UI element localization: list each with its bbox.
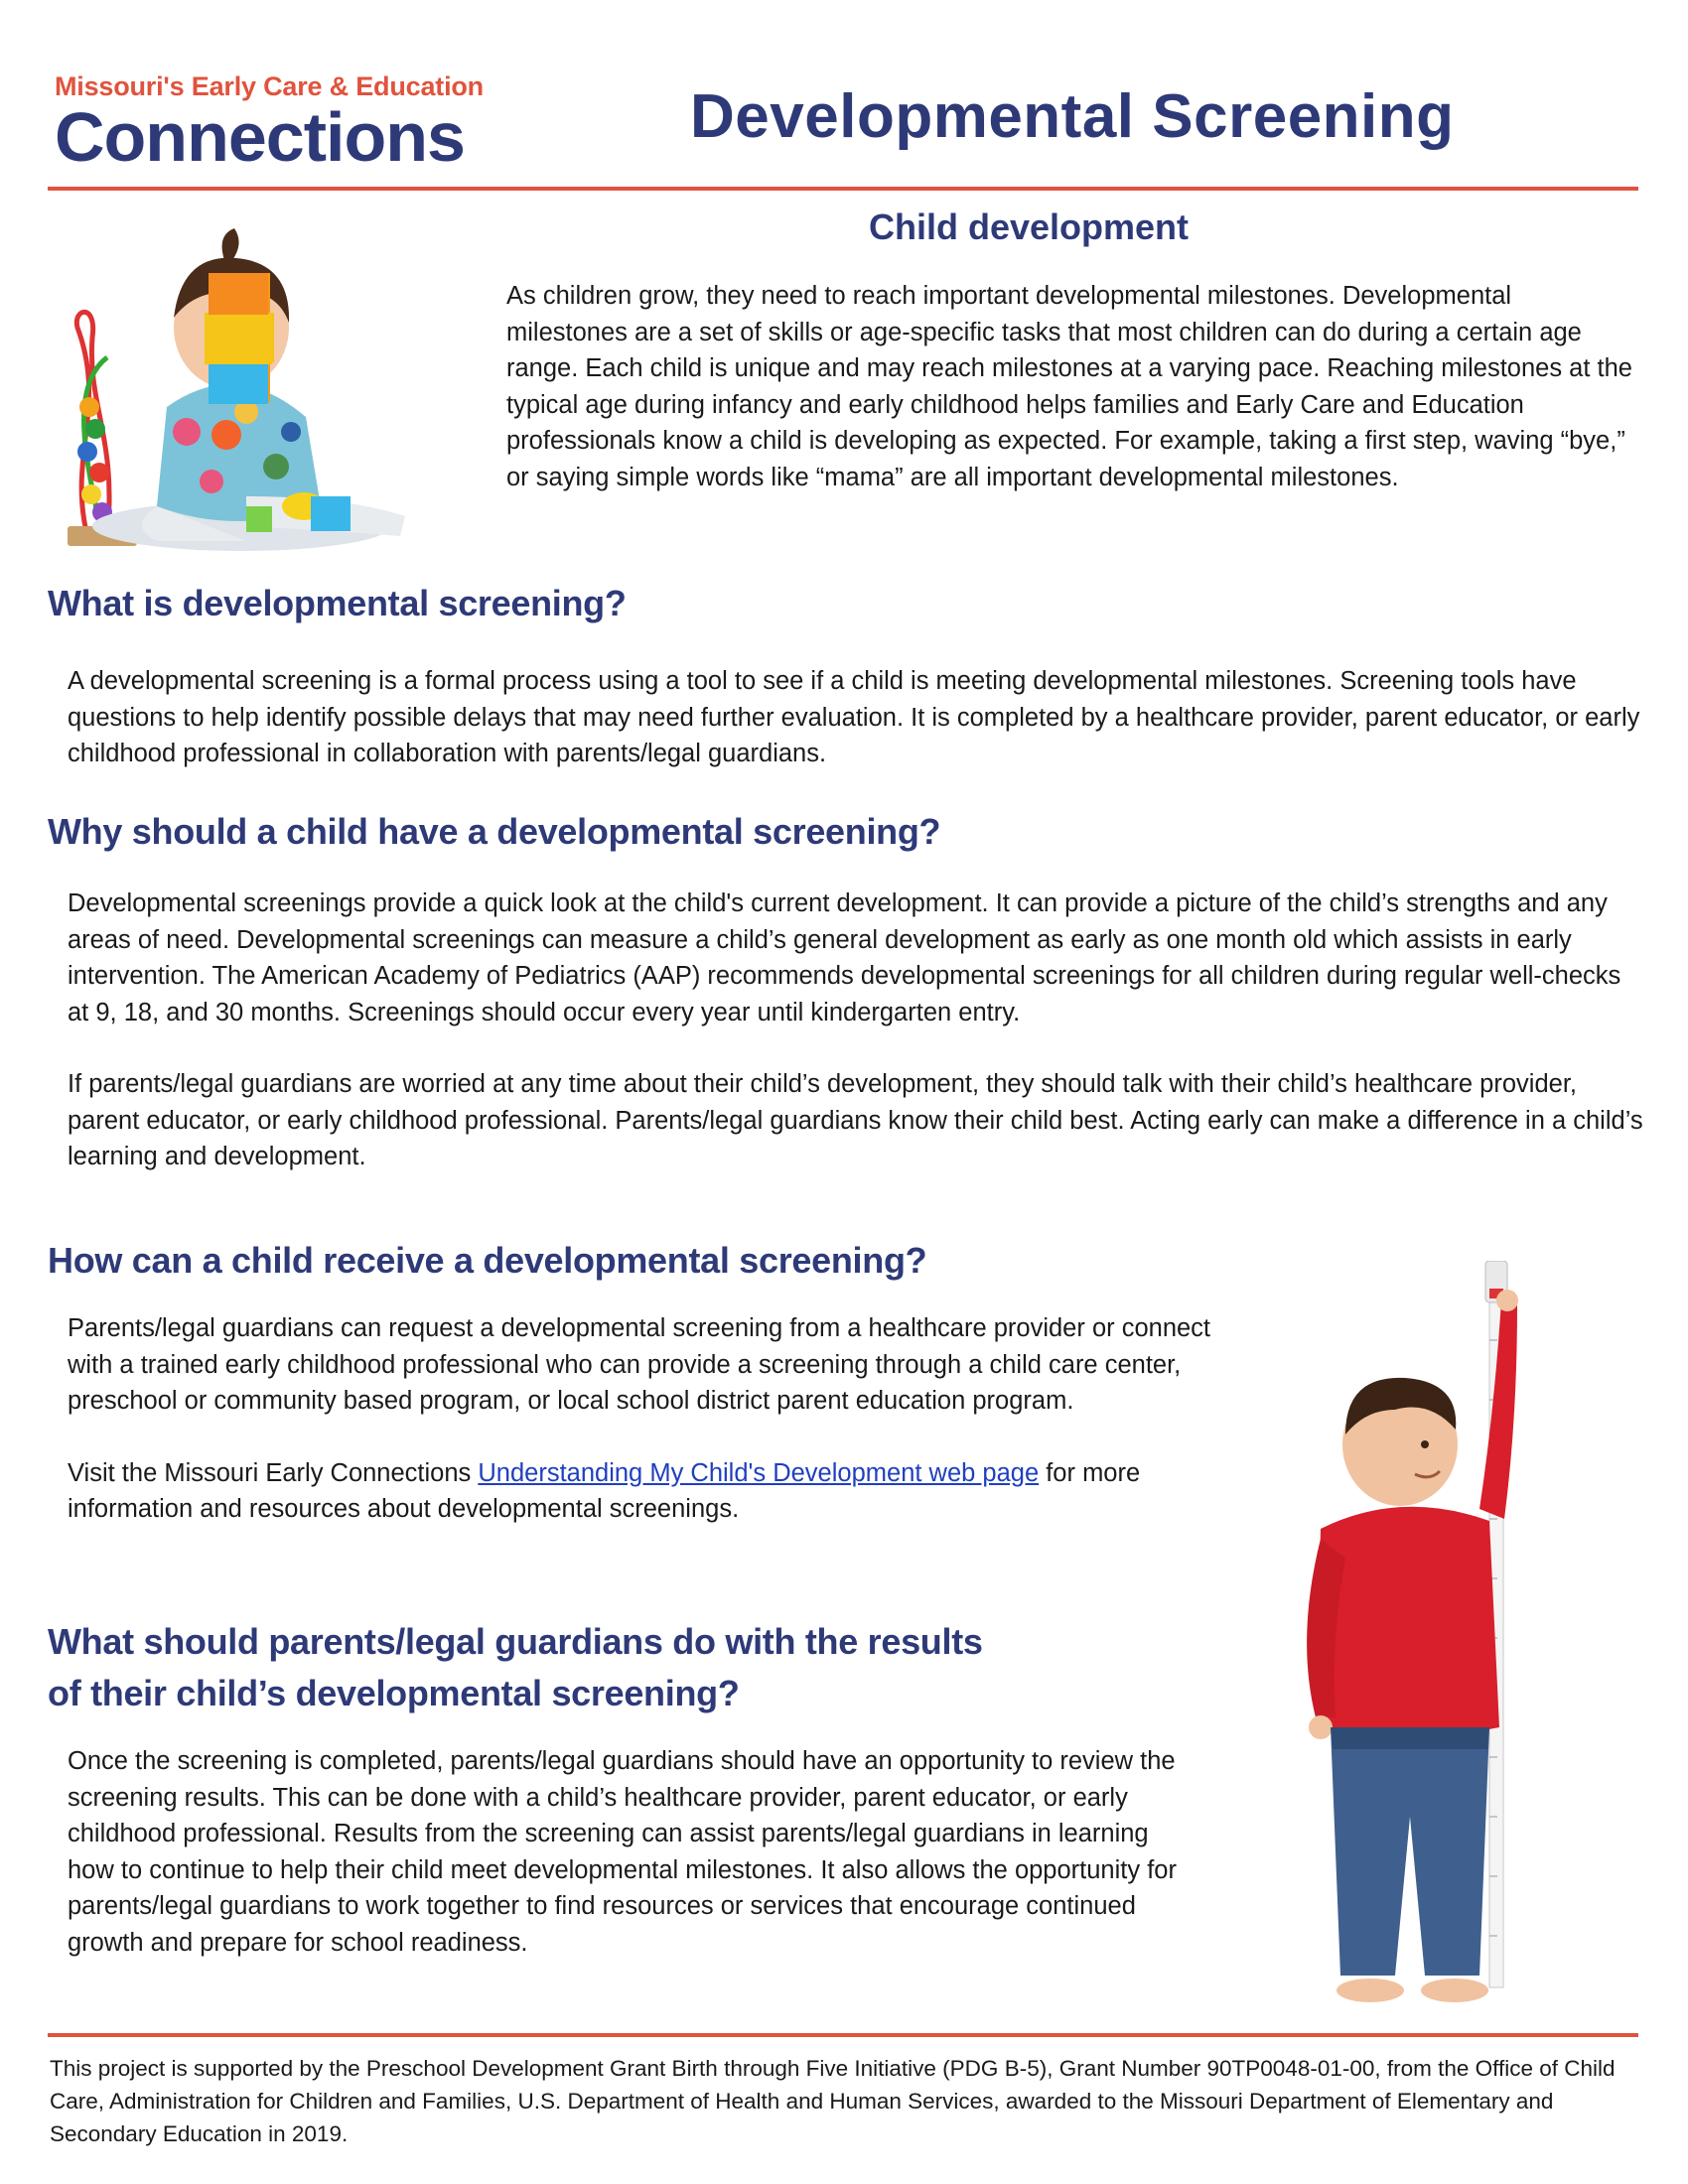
child-development-heading: Child development bbox=[869, 206, 1190, 247]
results-heading-line-2: of their child’s developmental screening? bbox=[48, 1673, 740, 1713]
footer-divider bbox=[48, 2033, 1638, 2037]
logo bbox=[55, 71, 521, 176]
why-paragraph-2: If parents/legal guardians are worried at any time about their child’s development, they should talk with their child’s healthcare provider, parent educator, or early childhood professional. Parents/legal guardians know their child best. Acting early can make a difference in a child’s learning and development. bbox=[68, 1070, 1643, 1170]
header-divider bbox=[48, 187, 1638, 191]
why-text bbox=[68, 886, 1646, 1175]
logo-wordmark: Connections bbox=[55, 98, 465, 176]
footer-funding-note: This project is supported by the Preschool Development Grant Birth through Five Initiative (PDG B-5), Grant Number 90TP0048-01-00, from the Office of Child Care, Administration for Children and Families, U.S. Department of Health and Human Services, awarded to the Missouri Department of Elementary and Secondary Education in 2019. bbox=[50, 2056, 1616, 2146]
toddler-playing-illustration bbox=[48, 208, 460, 551]
how-link-prefix: Visit the Missouri Early Connections bbox=[68, 1458, 479, 1487]
results-heading-line-1: What should parents/legal guardians do with the results bbox=[48, 1621, 983, 1662]
what-is-heading: What is developmental screening? bbox=[48, 583, 627, 623]
how-link-suffix: for more information and resources about developmental screenings. bbox=[68, 1458, 1141, 1523]
understanding-development-link[interactable]: Understanding My Child's Development web page bbox=[478, 1458, 1040, 1487]
how-heading: How can a child receive a developmental screening? bbox=[48, 1240, 927, 1281]
how-text bbox=[68, 1310, 1239, 1528]
page-title: Developmental Screening bbox=[690, 82, 1455, 151]
why-heading: Why should a child have a developmental screening? bbox=[48, 811, 941, 852]
what-is-text: A developmental screening is a formal process using a tool to see if a child is meeting developmental milestones. Screening tools have questions to help identify possible delays that may need further evaluation. It is completed by a healthcare provider, parent educator, or early childhood professional in collaboration with parents/legal guardians. bbox=[68, 667, 1640, 767]
boy-measuring-height-illustration bbox=[1291, 1261, 1569, 2025]
logo-tagline: Missouri's Early Care & Education bbox=[55, 71, 484, 101]
why-paragraph-1: Developmental screenings provide a quick look at the child's current development. It can provide a picture of the child’s strengths and any areas of need. Developmental screenings can measure a child’s general development as early as one month old which assists in early intervention. The American Academy of Pediatrics (AAP) recommends developmental screenings for all children during regular well-checks at 9, 18, and 30 months. Screenings should occur every year until kindergarten entry. bbox=[68, 889, 1621, 1026]
how-paragraph-2 bbox=[68, 1455, 1239, 1528]
results-text: Once the screening is completed, parents/legal guardians should have an opportunity to review the screening results. This can be done with a child’s healthcare provider, parent educator, or early childhood professional. Results from the screening can assist parents/legal guardians in learning how to continue to help their child meet developmental milestones. It also allows the opportunity for parents/legal guardians to work together to find resources or services that encourage continued growth and prepare for school readiness. bbox=[68, 1747, 1177, 1957]
results-heading bbox=[48, 1616, 1239, 1719]
child-development-text: As children grow, they need to reach important developmental milestones. Developmental milestones are a set of skills or age-specific tasks that most children can do during a certain age range. Each child is unique and may reach milestones at a varying pace. Reaching milestones at the typical age during infancy and early childhood helps families and Early Care and Education professionals know a child is developing as expected. For example, taking a first step, waving “bye,” or saying simple words like “mama” are all important developmental milestones. bbox=[506, 282, 1632, 491]
how-paragraph-1: Parents/legal guardians can request a developmental screening from a healthcare provider or connect with a trained early childhood professional who can provide a screening through a child care center, preschool or community based program, or local school district parent education program. bbox=[68, 1314, 1211, 1415]
